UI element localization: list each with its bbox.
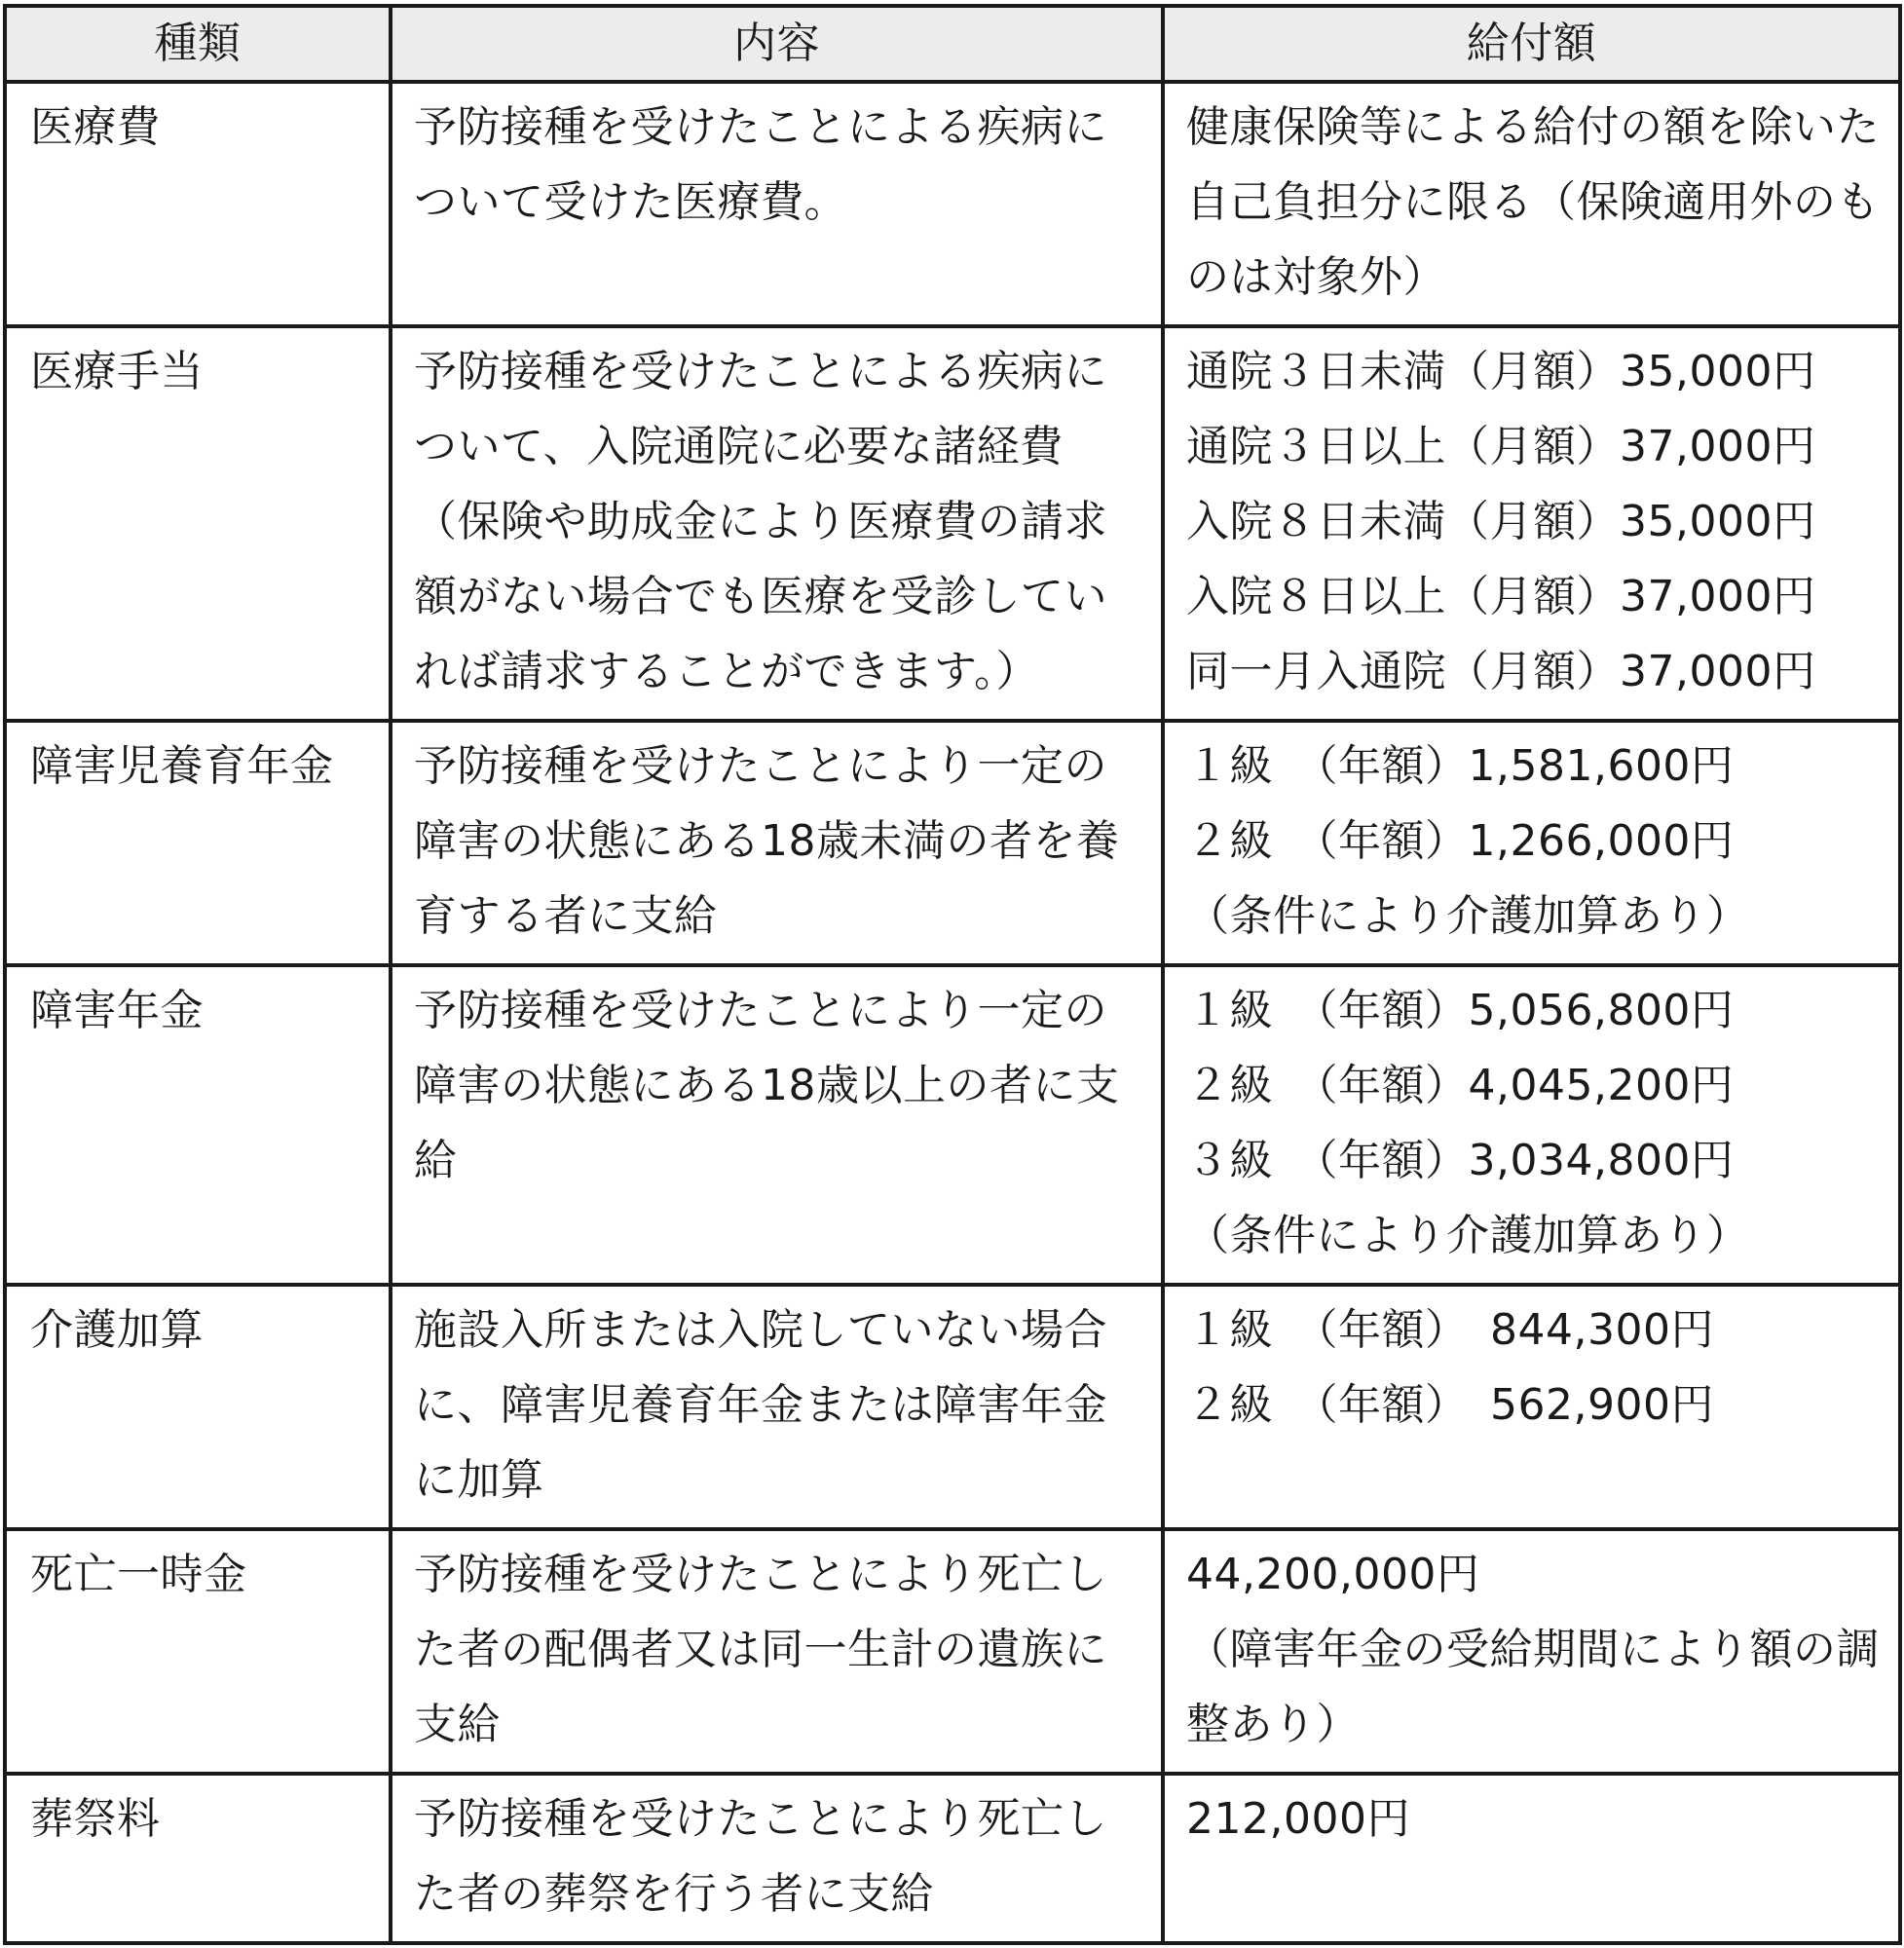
row-content: 予防接種を受けたことにより死亡した者の配偶者又は同一生計の遺族に支給	[391, 1529, 1163, 1774]
amount-line: 入院８日未満（月額）35,000円	[1186, 497, 1816, 546]
amount-line: 通院３日以上（月額）37,000円	[1186, 422, 1816, 471]
row-type: 障害年金	[5, 965, 391, 1285]
benefits-table	[3, 4, 1902, 1945]
table-row	[5, 1529, 1900, 1774]
row-amount	[1163, 965, 1900, 1285]
row-type: 死亡一時金	[5, 1529, 391, 1774]
row-type: 介護加算	[5, 1285, 391, 1529]
row-type: 障害児養育年金	[5, 721, 391, 965]
amount-line: １級 （年額）1,581,600円	[1186, 741, 1735, 791]
header-content: 内容	[391, 6, 1163, 82]
amount-line: （条件により介護加算あり）	[1186, 1211, 1750, 1260]
amount-line: 212,000円	[1186, 1794, 1410, 1844]
row-content: 予防接種を受けたことにより一定の障害の状態にある18歳未満の者を養育する者に支給	[391, 721, 1163, 965]
amount-line: ２級 （年額） 562,900円	[1186, 1380, 1714, 1430]
table-row	[5, 721, 1900, 965]
row-content: 予防接種を受けたことによる疾病について受けた医療費。	[391, 82, 1163, 326]
amount-line: （条件により介護加算あり）	[1186, 891, 1750, 941]
row-type: 葬祭料	[5, 1774, 391, 1943]
table-row	[5, 326, 1900, 721]
row-amount	[1163, 1529, 1900, 1774]
header-amount: 給付額	[1163, 6, 1900, 82]
amount-line: 同一月入通院（月額）37,000円	[1186, 647, 1816, 696]
amount-line: １級 （年額）5,056,800円	[1186, 986, 1735, 1035]
amount-line: 健康保険等による給付の額を除いた自己負担分に限る（保険適用外のものは対象外）	[1186, 102, 1880, 302]
row-content: 予防接種を受けたことによる疾病について、入院通院に必要な諸経費（保険や助成金により医療費の請求額がない場合でも医療を受診していれば請求することができます。）	[391, 326, 1163, 721]
row-amount	[1163, 721, 1900, 965]
amount-line: （障害年金の受給期間により額の調整あり）	[1186, 1625, 1880, 1749]
amount-line: 44,200,000円	[1186, 1550, 1480, 1599]
amount-line: ２級 （年額）4,045,200円	[1186, 1061, 1735, 1110]
benefits-table-container	[3, 4, 1902, 1945]
table-row	[5, 82, 1900, 326]
table-row	[5, 1774, 1900, 1943]
header-row	[5, 6, 1900, 82]
amount-line: ２級 （年額）1,266,000円	[1186, 816, 1735, 866]
row-amount	[1163, 82, 1900, 326]
row-content: 予防接種を受けたことにより死亡した者の葬祭を行う者に支給	[391, 1774, 1163, 1943]
header-type: 種類	[5, 6, 391, 82]
table-row	[5, 965, 1900, 1285]
row-amount	[1163, 1285, 1900, 1529]
row-content: 予防接種を受けたことにより一定の障害の状態にある18歳以上の者に支給	[391, 965, 1163, 1285]
amount-line: ３級 （年額）3,034,800円	[1186, 1136, 1735, 1185]
row-content: 施設入所または入院していない場合に、障害児養育年金または障害年金に加算	[391, 1285, 1163, 1529]
row-amount	[1163, 1774, 1900, 1943]
table-row	[5, 1285, 1900, 1529]
amount-line: １級 （年額） 844,300円	[1186, 1305, 1714, 1355]
row-type: 医療費	[5, 82, 391, 326]
amount-line: 通院３日未満（月額）35,000円	[1186, 347, 1816, 396]
row-amount	[1163, 326, 1900, 721]
row-type: 医療手当	[5, 326, 391, 721]
amount-line: 入院８日以上（月額）37,000円	[1186, 572, 1816, 621]
